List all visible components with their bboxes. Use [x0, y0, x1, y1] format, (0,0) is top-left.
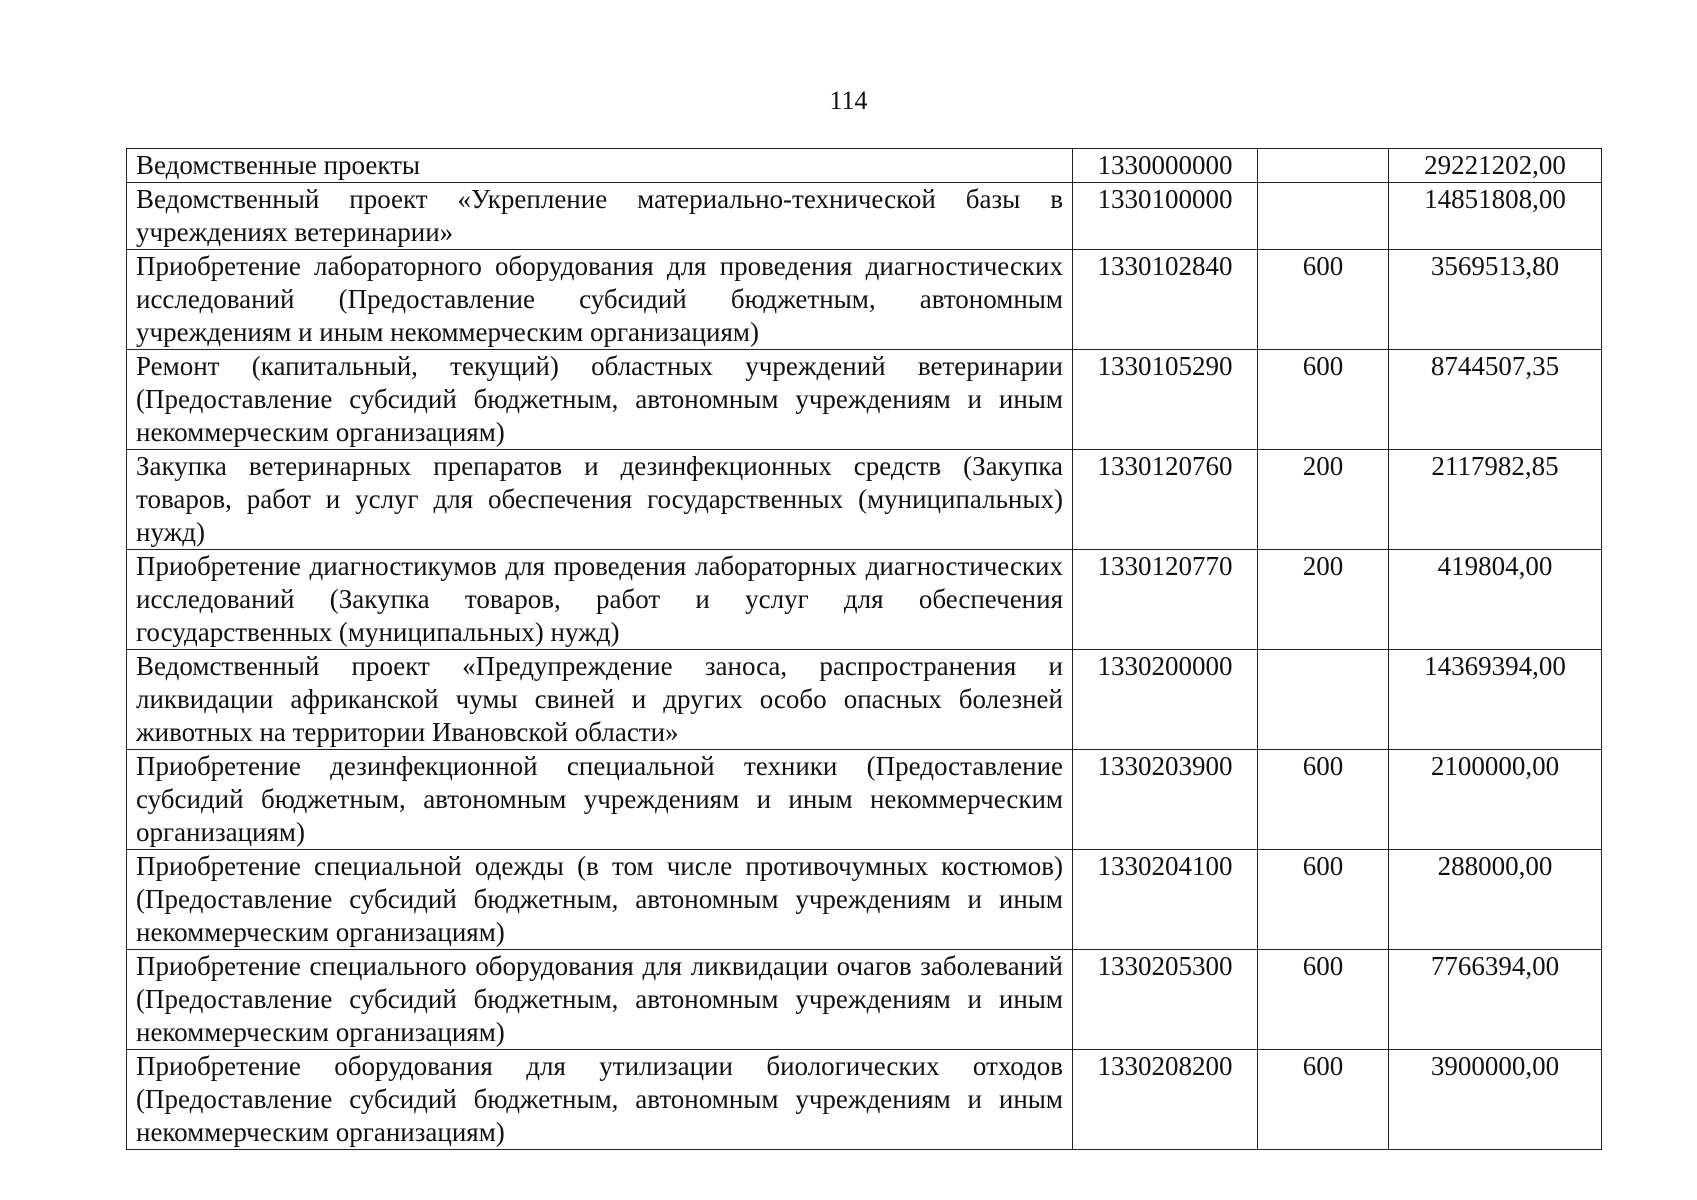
row-name-cell: Приобретение специальной одежды (в том числе противочумных костюмов) (Предоставление субсидий бюджетным, автономным учреждениям и иным некоммерческим организациям): [127, 850, 1073, 950]
row-amount-cell: 3569513,80: [1389, 250, 1602, 350]
row-type-cell: [1258, 650, 1389, 750]
row-type-cell: 600: [1258, 250, 1389, 350]
row-code-cell: 1330203900: [1073, 750, 1258, 850]
row-name-cell: Приобретение лабораторного оборудования для проведения диагностических исследований (Предоставление субсидий бюджетным, автономным учреждениям и иным некоммерческим организациям): [127, 250, 1073, 350]
row-code-cell: 1330204100: [1073, 850, 1258, 950]
row-name-cell: Приобретение диагностикумов для проведения лабораторных диагностических исследований (Закупка товаров, работ и услуг для обеспечения государственных (муниципальных) нужд): [127, 550, 1073, 650]
table-row: [127, 250, 1602, 350]
row-name-cell: Ремонт (капитальный, текущий) областных учреждений ветеринарии (Предоставление субсидий бюджетным, автономным учреждениям и иным некоммерческим организациям): [127, 350, 1073, 450]
row-code-cell: 1330120760: [1073, 450, 1258, 550]
row-type-cell: 600: [1258, 850, 1389, 950]
row-name-cell: Приобретение оборудования для утилизации биологических отходов (Предоставление субсидий бюджетным, автономным учреждениям и иным некоммерческим организациям): [127, 1050, 1073, 1150]
budget-table: [126, 148, 1602, 1150]
table-row: [127, 850, 1602, 950]
row-name-cell: Приобретение специального оборудования для ликвидации очагов заболеваний (Предоставление субсидий бюджетным, автономным учреждениям и иным некоммерческим организациям): [127, 950, 1073, 1050]
table-row: [127, 183, 1602, 250]
row-code-cell: 1330205300: [1073, 950, 1258, 1050]
row-type-cell: 200: [1258, 450, 1389, 550]
row-type-cell: [1258, 183, 1389, 250]
row-amount-cell: 14369394,00: [1389, 650, 1602, 750]
row-amount-cell: 7766394,00: [1389, 950, 1602, 1050]
row-code-cell: 1330208200: [1073, 1050, 1258, 1150]
row-type-cell: 600: [1258, 350, 1389, 450]
row-amount-cell: 2117982,85: [1389, 450, 1602, 550]
row-type-cell: 600: [1258, 750, 1389, 850]
row-name-cell: Закупка ветеринарных препаратов и дезинфекционных средств (Закупка товаров, работ и услуг для обеспечения государственных (муниципальных) нужд): [127, 450, 1073, 550]
table-row: [127, 750, 1602, 850]
table-row: [127, 650, 1602, 750]
row-type-cell: [1258, 149, 1389, 183]
table-row: [127, 1050, 1602, 1150]
row-name-cell: Приобретение дезинфекционной специальной техники (Предоставление субсидий бюджетным, автономным учреждениям и иным некоммерческим организациям): [127, 750, 1073, 850]
row-name-cell: Ведомственный проект «Предупреждение заноса, распространения и ликвидации африканской чумы свиней и других особо опасных болезней животных на территории Ивановской области»: [127, 650, 1073, 750]
table-row: [127, 450, 1602, 550]
row-code-cell: 1330200000: [1073, 650, 1258, 750]
table-row: [127, 350, 1602, 450]
row-type-cell: 600: [1258, 1050, 1389, 1150]
row-amount-cell: 419804,00: [1389, 550, 1602, 650]
table-row: [127, 550, 1602, 650]
row-amount-cell: 288000,00: [1389, 850, 1602, 950]
row-code-cell: 1330000000: [1073, 149, 1258, 183]
row-code-cell: 1330105290: [1073, 350, 1258, 450]
table-row: [127, 149, 1602, 183]
row-name-cell: Ведомственные проекты: [127, 149, 1073, 183]
row-amount-cell: 8744507,35: [1389, 350, 1602, 450]
budget-table-body: [127, 149, 1602, 1150]
row-type-cell: 200: [1258, 550, 1389, 650]
row-type-cell: 600: [1258, 950, 1389, 1050]
row-amount-cell: 29221202,00: [1389, 149, 1602, 183]
page-number: 114: [829, 86, 868, 115]
row-code-cell: 1330120770: [1073, 550, 1258, 650]
row-code-cell: 1330100000: [1073, 183, 1258, 250]
row-amount-cell: 14851808,00: [1389, 183, 1602, 250]
row-amount-cell: 3900000,00: [1389, 1050, 1602, 1150]
row-code-cell: 1330102840: [1073, 250, 1258, 350]
row-amount-cell: 2100000,00: [1389, 750, 1602, 850]
row-name-cell: Ведомственный проект «Укрепление материально-технической базы в учреждениях ветеринарии»: [127, 183, 1073, 250]
table-row: [127, 950, 1602, 1050]
